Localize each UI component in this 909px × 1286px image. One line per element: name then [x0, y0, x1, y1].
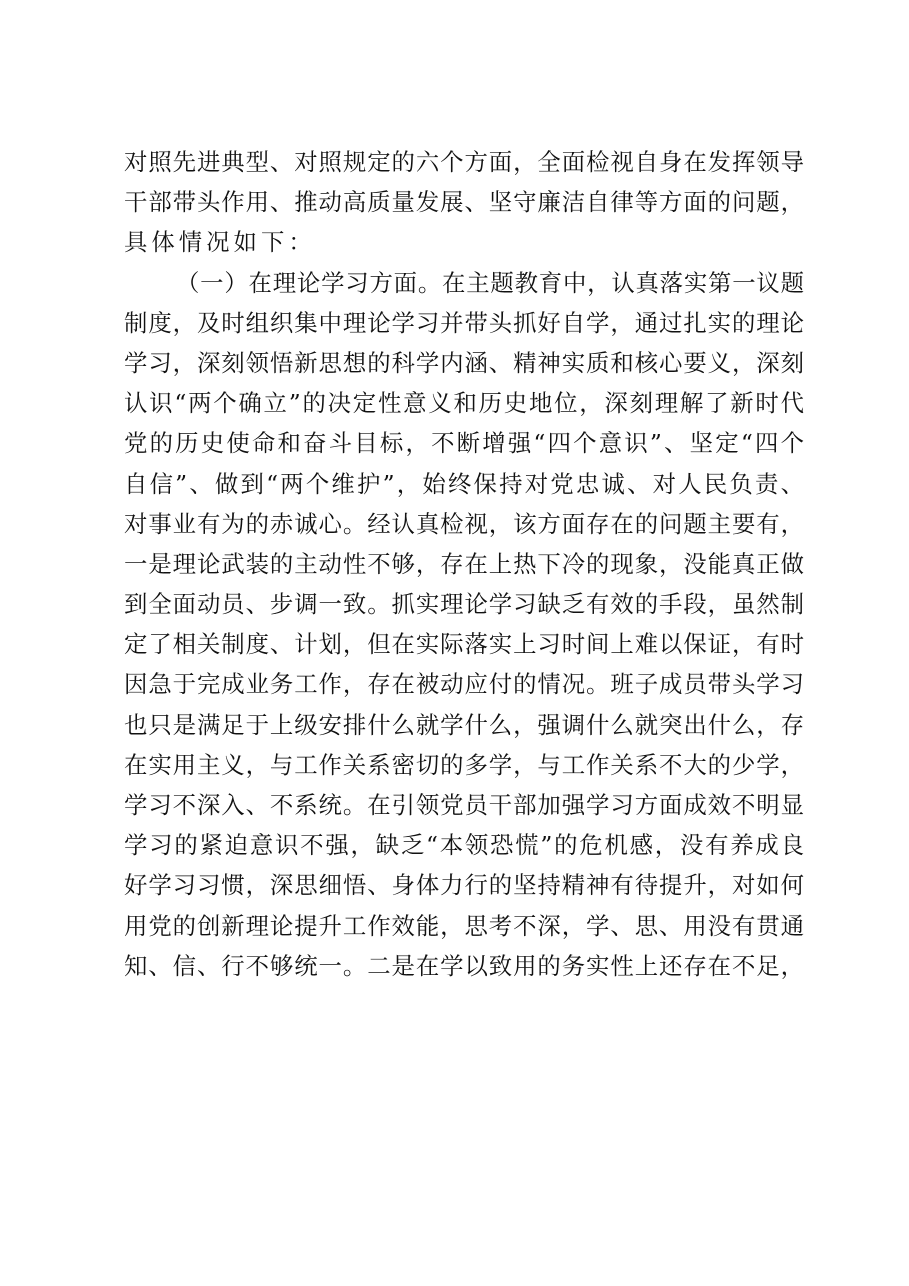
text-line: 好学习习惯，深思细悟、身体力行的坚持精神有待提升，对如何 [124, 871, 804, 900]
text-line: 自信”、做到“两个维护”，始终保持对党忠诚、对人民负责、 [124, 469, 804, 498]
text-line: 在实用主义，与工作关系密切的多学，与工作关系不大的少学， [124, 750, 804, 779]
paragraph-first-line: （一）在理论学习方面。在主题教育中，认真落实第一议题 [176, 268, 804, 297]
text-line: 也只是满足于上级安排什么就学什么，强调什么就突出什么，存 [124, 710, 804, 739]
text-line: 对照先进典型、对照规定的六个方面，全面检视自身在发挥领导 [124, 148, 804, 176]
text-line: 党的历史使命和奋斗目标，不断增强“四个意识”、坚定“四个 [124, 429, 804, 458]
text-line: 到全面动员、步调一致。抓实理论学习缺乏有效的手段，虽然制 [124, 590, 804, 619]
text-line: 制度，及时组织集中理论学习并带头抓好自学，通过扎实的理论 [124, 308, 804, 337]
text-line: 学习的紧迫意识不强，缺乏“本领恐慌”的危机感，没有养成良 [124, 831, 804, 860]
text-line: 知、信、行不够统一。二是在学以致用的务实性上还存在不足， [124, 951, 804, 980]
text-line: 因急于完成业务工作，存在被动应付的情况。班子成员带头学习 [124, 670, 804, 699]
text-line: 学习不深入、不系统。在引领党员干部加强学习方面成效不明显 [124, 791, 804, 819]
text-line: 学习，深刻领悟新思想的科学内涵、精神实质和核心要义，深刻 [124, 348, 804, 377]
text-line: 认识“两个确立”的决定性意义和历史地位，深刻理解了新时代 [124, 389, 804, 418]
document-body [124, 142, 804, 986]
text-line: 一是理论武装的主动性不够，存在上热下冷的现象，没能真正做 [124, 549, 804, 578]
text-line: 干部带头作用、推动高质量发展、坚守廉洁自律等方面的问题， [124, 188, 804, 217]
text-line: 具体情况如下： [124, 228, 316, 257]
text-line: 对事业有为的赤诚心。经认真检视，该方面存在的问题主要有， [124, 509, 804, 538]
text-line: 用党的创新理论提升工作效能，思考不深，学、思、用没有贯通 [124, 911, 804, 940]
text-line: 定了相关制度、计划，但在实际落实上习时间上难以保证，有时 [124, 630, 804, 659]
